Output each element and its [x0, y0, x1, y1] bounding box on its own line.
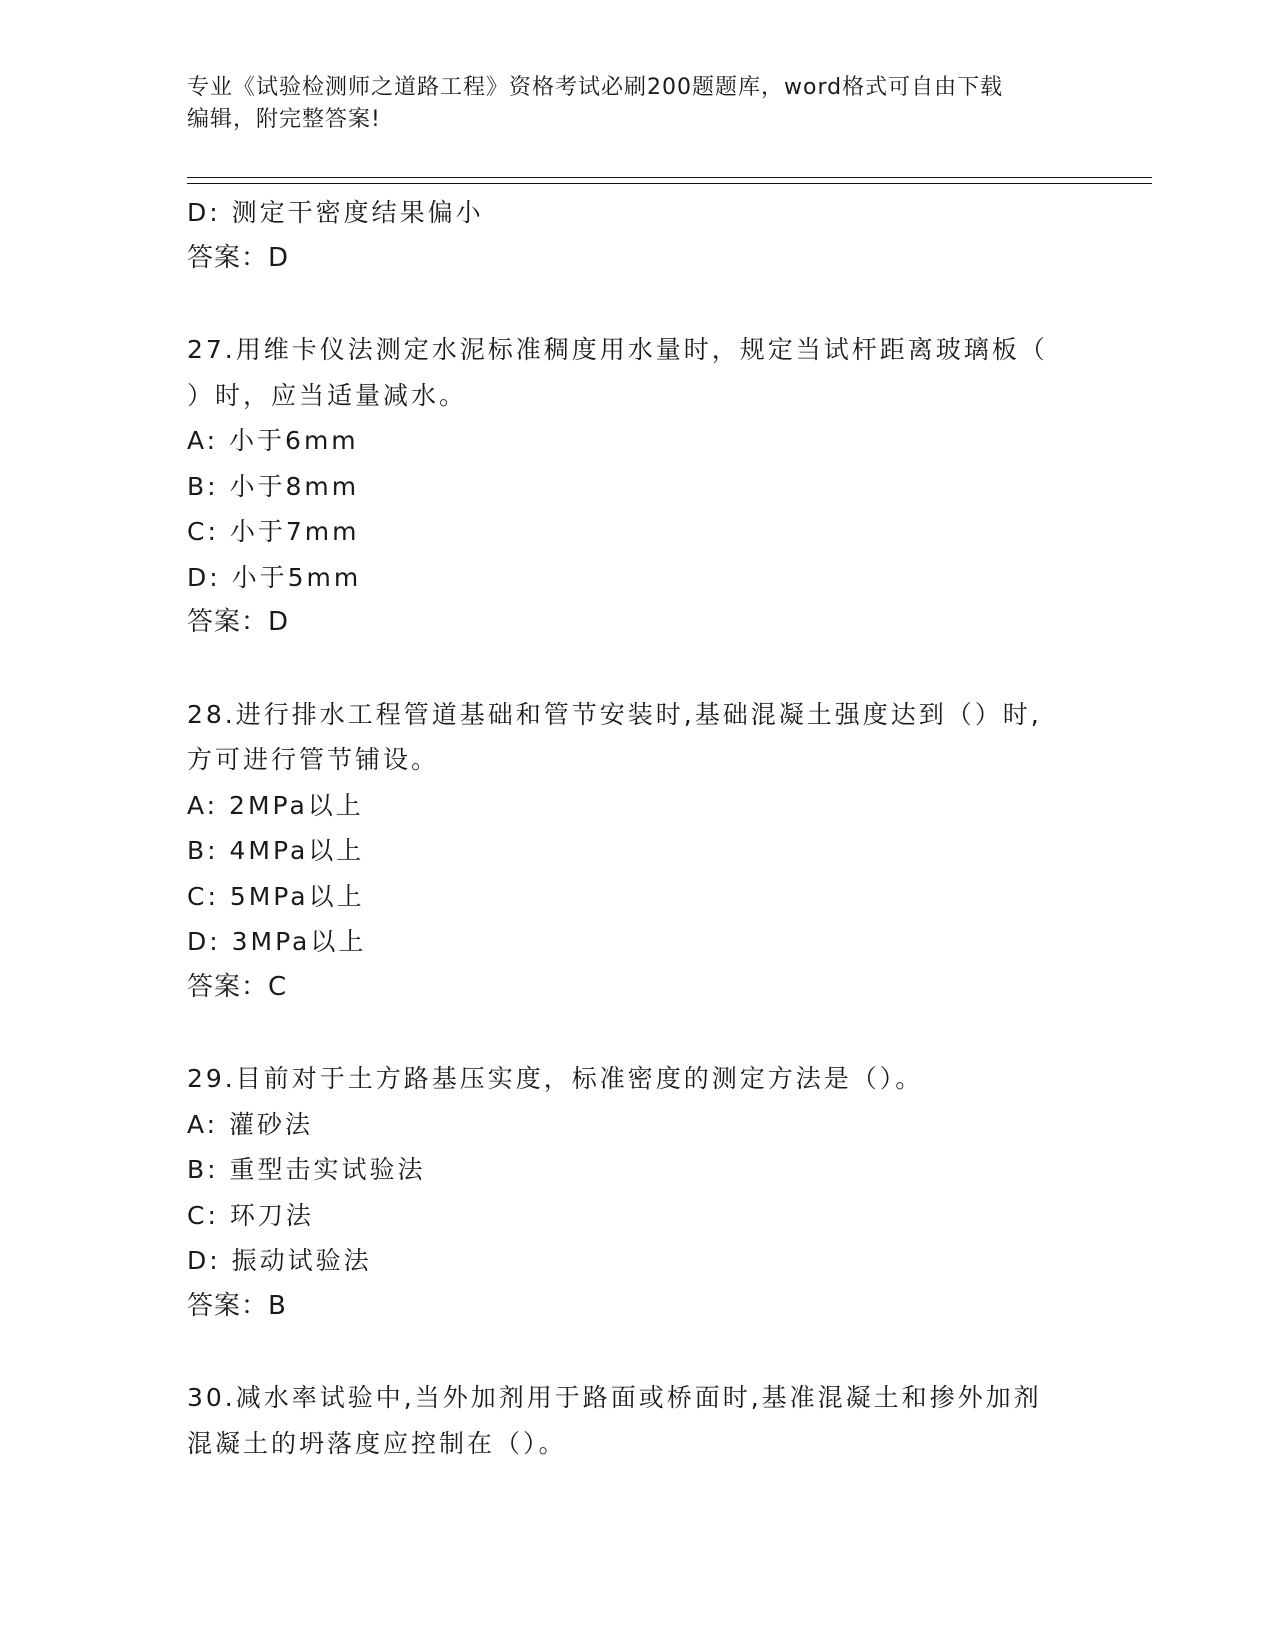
answer: 答案：C — [187, 971, 288, 1002]
spacer — [187, 1010, 1087, 1056]
spacer — [187, 1329, 1087, 1375]
option-a: A: 2MPa以上 — [187, 790, 364, 820]
option-a: A: 灌砂法 — [187, 1109, 314, 1139]
header-divider-top — [187, 177, 1152, 178]
document-body — [187, 190, 1087, 1466]
option-d: D: 3MPa以上 — [187, 927, 367, 956]
option-c: C: 5MPa以上 — [187, 881, 365, 911]
option-b: B: 重型击实试验法 — [187, 1155, 426, 1184]
option-a: A: 小于6mm — [187, 426, 359, 455]
question-27 — [187, 327, 1087, 646]
question-28 — [187, 692, 1087, 1011]
question-29 — [187, 1056, 1087, 1329]
header-divider-bottom — [187, 183, 1152, 184]
spacer — [187, 281, 1087, 327]
question-text-line-1: 27.用维卡仪法测定水泥标准稠度用水量时，规定当试杆距离玻璃板（ — [187, 335, 1048, 364]
answer: 答案：B — [187, 1290, 287, 1321]
spacer — [187, 646, 1087, 692]
option-d: D: 小于5mm — [187, 562, 362, 592]
question-text-line-1: 28.进行排水工程管道基础和管节安装时,基础混凝土强度达到（）时, — [187, 699, 1042, 729]
header-title-line-2: 编辑，附完整答案! — [187, 107, 381, 132]
option-c: C: 环刀法 — [187, 1200, 314, 1230]
option-b: B: 4MPa以上 — [187, 836, 365, 865]
question-text-line-2: ）时，应当适量减水。 — [187, 380, 468, 410]
question-text-line-2: 方可进行管节铺设。 — [187, 745, 440, 774]
question-text-line-1: 30.减水率试验中,当外加剂用于路面或桥面时,基准混凝土和掺外加剂 — [187, 1383, 1042, 1412]
answer: 答案：D — [187, 607, 290, 637]
question-text-line-1: 29.目前对于土方路基压实度，标准密度的测定方法是（）。 — [187, 1064, 924, 1093]
document-header — [187, 72, 1067, 136]
header-title-line-1: 专业《试验检测师之道路工程》资格考试必刷200题题库，word格式可自由下载 — [187, 75, 1004, 100]
answer: 答案：D — [187, 242, 290, 273]
option-c: C: 小于7mm — [187, 517, 360, 546]
option-d: D: 测定干密度结果偏小 — [187, 198, 484, 227]
option-d: D: 振动试验法 — [187, 1246, 372, 1275]
question-text-line-2: 混凝土的坍落度应控制在（）。 — [187, 1428, 567, 1458]
question-30 — [187, 1375, 1087, 1466]
option-b: B: 小于8mm — [187, 471, 360, 501]
